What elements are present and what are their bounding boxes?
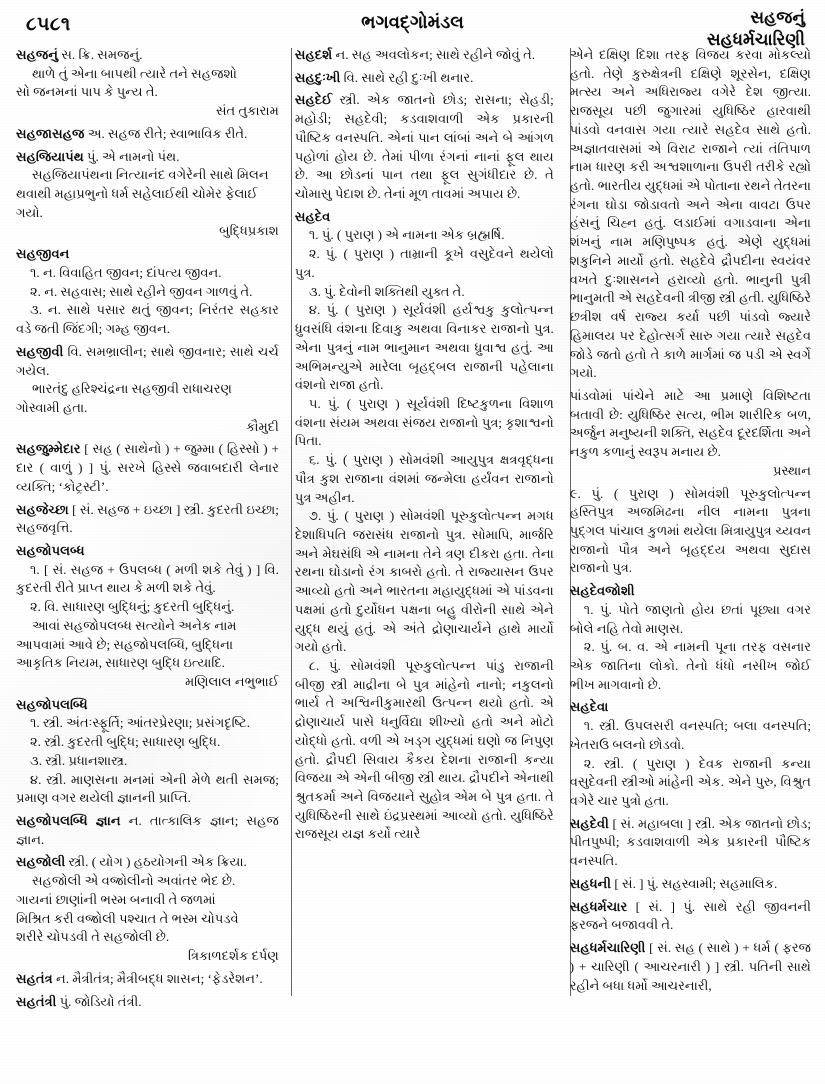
entry-headword: સહધર્મચાર	[569, 898, 628, 914]
dictionary-entry	[570, 939, 811, 995]
entry-definition	[16, 148, 279, 167]
entry-sense: ૧. [ સં. સહજ + ઉપલબ્ધ ( મળી શકે તેવું ) ] વિ. કુદરતી રીતે પ્રાપ્ત થાય કે મળી શકે તેવું.	[16, 561, 279, 596]
entry-headword: સહધર્મચારિણી	[569, 940, 646, 956]
dictionary-entry	[16, 501, 279, 538]
entry-sense: ૬. પું. ( પુરાણ ) સોમવંશી આયુપુત્ર ક્ષત્રવૃદ્ધના પૌત્ર કુશ રાજાના વંશમાં જન્મેલા હર્યંવન રાજાનો પુત્ર અહીન.	[294, 452, 554, 505]
entry-definition	[16, 993, 279, 1012]
entry-citation-source: પ્રસ્થાન	[772, 462, 811, 478]
dictionary-entry	[16, 696, 279, 808]
entry-sense: ૧. પું. પોતે જાણતો હોય છતાં પૂછ્યા વગર બોલે નહિ તેવો માણસ.	[569, 601, 811, 636]
column-container	[8, 46, 819, 1080]
guide-word-bottom: સહધર્મચારિણી	[706, 29, 805, 49]
dictionary-entry	[295, 69, 554, 88]
entry-definition	[295, 91, 554, 203]
entry-sense: ૨. સ્ત્રી. ( પુરાણ ) દેવક રાજાની કન્યા વસુદેવની સ્ત્રીઓ માંહેની એક. એને પુરુ, વિશ્રુત વગેરે ચાર પુત્રો હતા.	[569, 755, 811, 809]
entry-gloss: અ. સહજ રીતે; સ્વાભાવિક રીતે.	[87, 125, 248, 141]
dictionary-entry	[570, 698, 811, 810]
entry-gloss: પું. જોડિયો તંત્રી.	[59, 993, 142, 1009]
quotation-line: ગાયનાં છાણાંની ભસ્મ બનાવી તે જળમાં	[16, 891, 216, 907]
entry-sense: ૧. સ્ત્રી. અંતઃસ્ફૂર્તિ; આંતરપ્રેરણા; પ્રસંગદૃષ્ટિ.	[30, 715, 250, 731]
dictionary-entry	[570, 875, 811, 894]
quotation-line: સહજિયાપંથના નિત્યાનંદ વગેરેની સાથે મિલન	[32, 167, 269, 183]
quotation-line: થવાથી મહાપ્રભુનો ધર્મ સહેલાઈથી ચોમેર ફેલાઈ	[16, 186, 258, 202]
entry-citation-source: કૌમુદી	[245, 418, 279, 434]
entry-definition	[16, 542, 279, 561]
quotation-line: સહજોલી એ વજ્રોલીનો અવાંતર ભેદ છે.	[32, 873, 236, 889]
dictionary-entry	[16, 993, 279, 1012]
entry-gloss: [ સં. ] પું. સાથે રહી જીવનની ફરજને બજાવવી તે.	[569, 898, 811, 933]
entry-headword: સહદેવજોશી	[569, 583, 635, 599]
entry-gloss: વિ. સાથે રહી દુઃખી થનાર.	[343, 69, 474, 85]
dictionary-entry	[295, 208, 554, 844]
entry-headword: સહજેચ્છા	[16, 501, 69, 517]
entry-spacer	[570, 996, 811, 999]
guide-word-top: સહજનું	[750, 8, 805, 27]
entry-quotation	[16, 65, 279, 102]
quotation-line: આપવામાં આવે છે; સહજોપલબ્ધિ, બુદ્ધિના	[16, 636, 234, 652]
entry-definition	[16, 501, 279, 538]
entry-citation-source: ત્રિકાળદર્શક દર્પણ	[188, 948, 279, 964]
quotation-line: થાળે તું એના બાપથી ત્યારે તને સહજશો	[32, 65, 237, 81]
entry-citation-source: બુદ્ધિપ્રકાશ	[219, 223, 279, 239]
entry-definition	[16, 440, 279, 496]
entry-headword: સહદુઃખી	[294, 69, 341, 85]
entry-definition	[570, 898, 811, 935]
entry-headword: સહજનું	[16, 47, 59, 62]
dictionary-entry	[295, 46, 554, 65]
entry-headword: સહધની	[569, 875, 612, 891]
entry-definition	[16, 853, 279, 872]
dictionary-entry	[16, 148, 279, 242]
dictionary-entry	[570, 485, 811, 579]
folio-number: ૮૫૮૧	[26, 14, 71, 35]
entry-headword: સહજુમ્મેદાર	[16, 441, 81, 457]
entry-spacer	[16, 1012, 279, 1015]
entry-sense: ૩. પું. દેવોની શક્તિથી યુક્ત તે.	[308, 283, 465, 299]
dictionary-entry	[16, 542, 279, 692]
quotation-line: આકૃતિક નિયમ, સાધારણ બુદ્ધિ ઇત્યાદિ.	[16, 655, 225, 671]
book-title: ભગવદ્ગોમંડલ	[361, 12, 464, 32]
quotation-line: ભારતંદુ હરિશ્ચંદ્રના સહજીવી રાધાચરણ	[32, 381, 232, 397]
entry-definition	[570, 46, 811, 383]
entry-definition	[570, 698, 811, 717]
dictionary-entry	[16, 812, 279, 849]
dictionary-entry	[16, 245, 279, 339]
entry-sense: ૭. પું. ( પુરાણ ) સોમવંશી પૂરુકુલોત્પન્ન મગધ દેશાધિપતિ જરાસંધ રાજાનો પુત્ર. સોમાપિ, માર્જરિ અને મેઘસંધિ એ નામના તેને ત્રણ દીકરા હતા. તેના રથના ઘોડાનો રંગ કાબરો હતો. તે રાજ્યાસન ઉપર આવ્યો હતો અને ભારતના મહાયુદ્ધમાં એ પાંડવના પક્ષમાં હતો દુર્યોધન પક્ષના બહુ વીરોની સાથે એને યુદ્ધ થયું હતું. એ અંતે દ્રોણાચાર્યને હાથે માર્યો ગયો હતો.	[294, 508, 554, 655]
entry-headword: સહદેવી	[569, 815, 609, 831]
dictionary-entry	[570, 898, 811, 935]
entry-definition	[570, 582, 811, 601]
entry-definition	[16, 245, 279, 264]
column-3	[562, 46, 819, 1080]
dictionary-entry	[570, 582, 811, 694]
entry-gloss: સ્ત્રી. ( યોગ ) હઠયોગની એક ક્રિયા.	[68, 854, 247, 870]
entry-headword: સહદર્શ	[294, 47, 333, 62]
entry-sense: ૧. પું. ( પુરાણ ) એ નામના એક બ્રહ્મર્ષિ.	[308, 227, 505, 243]
entry-definition	[16, 970, 279, 989]
entry-gloss: [ સં. સહ ( સાથે ) + ધર્મ ( ફરજ ) + ચારિણી ( આચરનારી ) ] સ્ત્રી. પતિની સાથે રહીને બધા ધર્મો આચરનારી,	[569, 940, 811, 993]
entry-gloss: વિ. સમભ્રાલીન; સાથે જીવનાર; સાથે ચર્ચ ગયેલ.	[16, 343, 279, 378]
quotation-line: ગોસ્વામી હતા.	[16, 399, 88, 415]
entry-gloss: ન. તાત્કાલિક જ્ઞાન; સહજ જ્ઞાન.	[16, 813, 279, 847]
entry-headword: સહદેઈ	[294, 92, 333, 108]
entry-sense: ૮. પું. સોમવંશી પૂરુકુલોત્પન્ન પાંડુ રાજાની બીજી સ્ત્રી માદ્રીના બે પુત્ર માંહેનો નાનો; નકુલનો ભાર્ય તે અશ્વિનીકુમારથી ઉત્પન્ન થયો હતો. એ દ્રોણાચાર્ય પાસે ધનુર્વિદ્યા શીખ્યો હતો અને મોટો યોદ્ધો હતો. વળી એ ખડ્ગ યુદ્ધમાં ઘણો જ નિપુણ હતો. દ્રૌપદી સિવાય કૈકય દેશના રાજાની કન્યા વિજયા એ એની બીજી સ્ત્રી થાય. દ્રૌપદીને એનાથી શ્રુતકર્મા અને વિજયાને સુહોત્ર એમ બે પુત્ર હતા. તે યુધિષ્ઠિરની સાથે ઇંદ્રપ્રસ્થમાં આવ્યો હતો. યુધિષ્ઠિરે રાજસૂય યજ્ઞ કર્યો ત્યારે	[294, 658, 554, 842]
entry-definition	[570, 815, 811, 871]
entry-gloss: [ સહ ( સાથેનો ) + જુમ્મા ( હિસ્સો ) + દાર ( વાળું ) ] પું. સરખે હિસ્સે જવાબદારી લેનાર વ્યક્તિ; ‘કોટ્રસ્ટી’.	[16, 441, 279, 494]
column-2	[287, 46, 562, 1080]
entry-headword: સહતંત્રી	[16, 993, 57, 1009]
quotation-line: ગયો.	[16, 204, 43, 220]
entry-gloss: ૯. પું. ( પુરાણ ) સોમવંશી પૂરુકુલોત્પન્ન હસ્તિપુત્ર અજમિઢના નીલ નામના પુત્રના પુદ્ગલ પાંચાલ કુળમાં થયેલા મિત્રાયુપુત્ર ચ્યવન રાજાનો પૌત્ર અને બૃહદ્દય અથવા સુદાસ રાજાનો પુત્ર.	[569, 485, 811, 576]
dictionary-entry	[570, 815, 811, 871]
entry-headword: સહતંત્ર	[16, 970, 53, 986]
dictionary-entry	[16, 970, 279, 989]
entry-headword: સહજીવન	[16, 246, 70, 262]
entry-sense: ૨. સ્ત્રી. કુદરતી બુદ્ધિ; સાધારણ બુદ્ધિ.	[30, 734, 221, 750]
quotation-line: શરીરે ચોપડવી તે સહજોલી છે.	[16, 929, 170, 945]
entry-gloss: ન. સહ અવલોકન; સાથે રહીને જોવું તે.	[335, 47, 536, 62]
dictionary-entry	[570, 387, 811, 481]
dictionary-entry	[16, 343, 279, 437]
entry-definition	[16, 696, 279, 715]
entry-headword: સહજિયાપંથ	[16, 148, 84, 164]
entry-sense: ૨. ન. સહવાસ; સાથે રહીને જીવન ગાળવું તે.	[30, 283, 253, 299]
entry-gloss: પું. એ નામનો પંથ.	[87, 148, 180, 164]
entry-spacer	[295, 845, 554, 848]
entry-definition	[16, 125, 279, 144]
entry-definition	[16, 343, 279, 380]
dictionary-entry	[16, 440, 279, 496]
entry-definition	[570, 939, 811, 995]
entry-sense: ૧. ન. વિવાહિત જીવન; દાંપત્ય જીવન.	[30, 264, 222, 280]
entry-headword: સહજોપલબ્ધ	[16, 542, 85, 558]
dictionary-entry	[295, 91, 554, 203]
quotation-line: આવાં સહજોપલબ્ધ સત્યોને અનેક નામ	[32, 617, 237, 633]
entry-gloss: સ્ત્રી. એક જાતનો છોડ; રાસના; સેહડી; મહોડી; સહદેવી; કડવાશવાળી એક પ્રકારની પૌષ્ટિક વનસ્પતિ. એનાં પાન લાંબાં અને બે આંગળ પહોળાં હોય છે. તેમાં પીળા રંગનાં નાનાં ફૂલ થાય છે. આ છોડનાં પાન તથા ફૂલ સુગંધીદાર છે. તે ચોમાસુ પેદાશ છે. તેનાં મૂળ તાવમાં અપાય છે.	[294, 92, 554, 202]
entry-headword: સહજોપલબ્ધિ	[16, 696, 88, 712]
entry-gloss: [ સં. મહાબલા ] સ્ત્રી. એક જાતનો છોડ; પીતપુષ્પી; કડવાશવાળી એક પ્રકારની પૌષ્ટિક વનસ્પતિ.	[569, 815, 811, 869]
entry-sense: ૩. ન. સાથે પસાર થતું જીવન; નિરંતર સહકાર વડે જતી જિંદગી; ગમ્હ જીવન.	[16, 302, 279, 337]
entry-definition	[570, 387, 811, 462]
entry-sense: ૪. સ્ત્રી. માણસના મનમાં એની મેળે થતી સમજ; પ્રમાણ વગર થયેલી જ્ઞાનની પ્રાપ્તિ.	[16, 771, 279, 806]
entry-headword: સહજીવી	[16, 343, 64, 359]
quotation-line: મિશ્રિત કરી વજ્રોલી પશ્ચાત તે ભસ્મ ચોપડવે	[16, 910, 239, 926]
entry-headword: સહજાસહજ	[16, 125, 85, 141]
dictionary-entry	[570, 46, 811, 383]
entry-gloss: [ સં. સહજ + ઇચ્છા ] સ્ત્રી. કુદરતી ઇચ્છા; સહજવૃત્તિ.	[16, 501, 279, 536]
entry-sense: ૨. પું. ( પુરાણ ) તામ્રાની કૂખે વસુદેવને થયેલો પુત્ર.	[294, 246, 554, 280]
entry-quotation	[16, 872, 279, 947]
entry-sense: ૨. વિ. સાધારણ બુદ્ધિનું; કુદરતી બુદ્ધિનું.	[30, 599, 235, 615]
entry-headword: સહદેવા	[569, 699, 609, 715]
dictionary-entry	[16, 125, 279, 144]
entry-sense: ૩. સ્ત્રી. પ્રધાનશાસ્ત્ર.	[30, 752, 128, 768]
entry-gloss: એને દક્ષિણ દિશા તરફ વિજય કરવા મોકલ્યો હતો. તેણે કુરુક્ષેત્રની દક્ષિણે શૂરસેન, દક્ષિણ મત્સ્ય અને અધિરાજ્ય વગેરે દેશ જીત્યા. રાજસૂય પછી જુગારમાં યુધિષ્ઠિર હારવાથી પાંડવો વનવાસ ગયા ત્યારે સહદેવ સાથે હતો. અજ્ઞાતવાસમાં એ વિરાટ રાજાને ત્યાં તંતિપાળ નામ ધારણ કરી અશ્વશાળાના ઉપરી તરીકે રહ્યો હતો. ભારતીય યુદ્ધમાં એ પોતાના રથને તેતરના રંગના ઘોડા જોડાવતો અને એના વાવટા ઉપર હંસનું ચિહ્ન હતું. લડાઈમાં વગાડવાના એના શંખનું નામ મણિપુષ્પક હતું. એણે યુદ્ધમાં શકુનિને માર્યો હતો. સહદેવે દ્રૌપદીના સ્વયંવર વખતે દુઃશાસનને હરાવ્યો હતો. ભાનુની પુત્રી ભાનુમતી એ સહદેવની ત્રીજી સ્ત્રી હતી. યુધિષ્ઠિરે છત્રીશ વર્ષ રાજ્ય કર્યા પછી પાંડવો જ્યારે હિમાલય પર દેહોત્સર્ગ સારુ ગયા ત્યારે સહદેવ જોડે જતો હતો તે કાળે માર્ગમાં જ પડી એ સ્વર્ગે ગયો.	[569, 47, 811, 381]
entry-gloss: ન. મૈત્રીતંત્ર; મૈત્રીબદ્ધ શાસન; ‘ફેડરેશન’.	[55, 970, 263, 986]
entry-sense: ૫. પું. ( પુરાણ ) સૂર્યવંશી દિષ્ટકુળના વિશાળ વંશના સંયમ અથવા સંજય રાજાનો પુત્ર; કૃશાશ્વનો પિતા.	[294, 395, 554, 449]
entry-quotation	[16, 380, 279, 417]
entry-gloss: પાંડવોમાં પાંચેને માટે આ પ્રમાણે વિશિષ્ટતા બતાવી છે: યુધિષ્ઠિર સત્ય, ભીમ શારીરિક બળ, અર્જુન મનુષ્યની શક્તિ, સહદેવ દૂરદર્શિતા અને નકુળ કળાનું સ્વરૂપ મનાય છે.	[569, 387, 811, 460]
entry-quotation	[16, 166, 279, 222]
entry-headword: સહજોલી	[16, 854, 66, 870]
entry-definition	[16, 812, 279, 849]
dictionary-entry	[16, 46, 279, 121]
entry-gloss: સ. ક્રિ. સમજનું.	[61, 47, 143, 62]
entry-quotation	[16, 617, 279, 673]
guide-words	[707, 7, 805, 51]
entry-definition	[16, 46, 279, 65]
entry-sense: ૧. સ્ત્રી. ઉપલસરી વનસ્પતિ; બલા વનસ્પતિ; ખેતરાઉ બલનો છોડવો.	[569, 718, 811, 752]
entry-definition	[570, 485, 811, 579]
entry-sense: ૨. પું. બ. વ. એ નામની પૂના તરફ વસનાર એક જાતિના લોકો. તેનો ધંધો નસીખ જોઈ ભીખ માગવાનો છે.	[569, 639, 811, 692]
entry-headword: સહદેવ	[294, 208, 331, 224]
entry-definition	[295, 69, 554, 88]
entry-definition	[295, 208, 554, 227]
entry-gloss: [ સં. ] પું. સહસ્વામી; સહમાલિક.	[614, 875, 778, 891]
entry-sense: ૪. પું. ( પુરાણ ) સૂર્યવંશી હર્યશ્વકુ કુલોત્પન્ન ધ્રુવસંધિ વંશના દિવાકુ અથવા વિનાકર રાજાનો પુત્ર. એના પુત્રનું નામ ભાનુમાન અથવા ધ્રુવાશ્વ હતું. આ અભિમન્યુએ મારેલા બૃહદ્બલ રાજાની પહેલાના વંશનો રાજા હતો.	[294, 302, 554, 393]
dictionary-entry	[16, 853, 279, 965]
entry-headword: સહજોપલબ્ધિ જ્ઞાન	[16, 813, 121, 829]
quotation-line: સો જનમનાં પાપ કે પુન્ય તે.	[16, 84, 158, 100]
entry-definition	[295, 46, 554, 65]
column-1	[8, 46, 287, 1080]
entry-citation-source: સંત તુકારામ	[215, 103, 279, 119]
entry-definition	[570, 875, 811, 894]
entry-citation-source: મણિલાલ નભુભાઈ	[184, 674, 279, 689]
